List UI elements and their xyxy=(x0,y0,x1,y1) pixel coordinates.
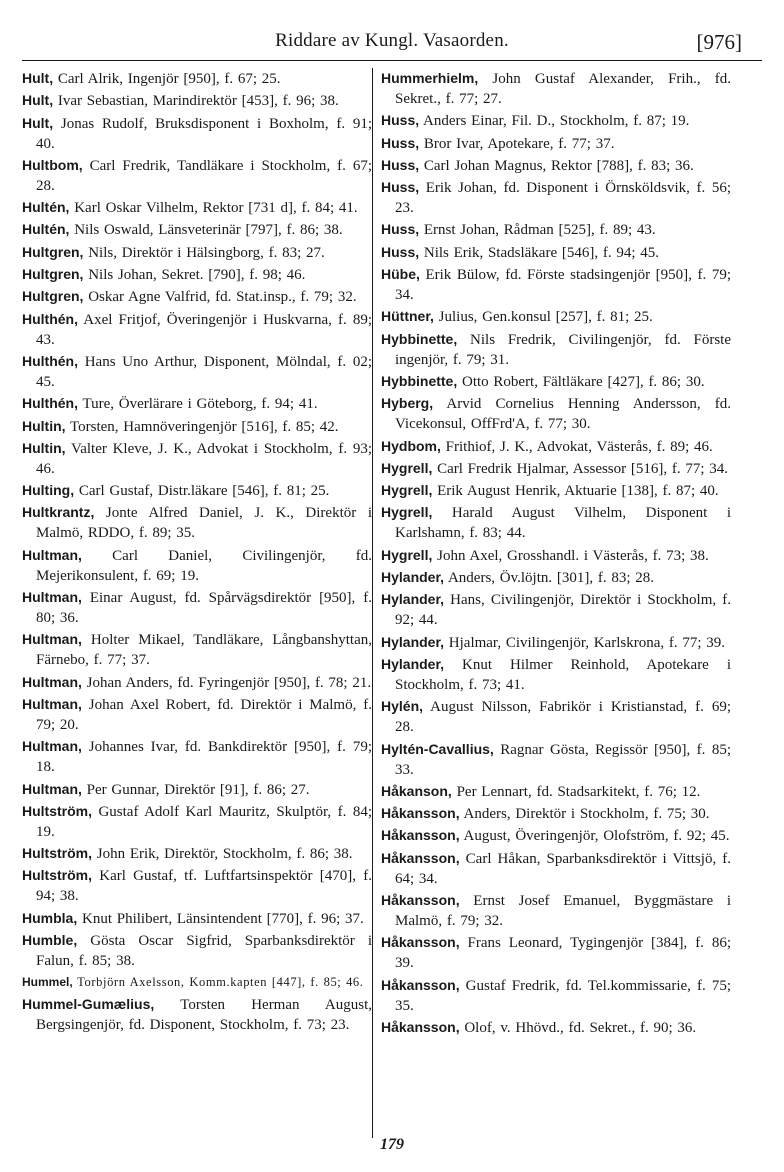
entry-surname: Humble, xyxy=(22,932,78,949)
entry-details: John Erik, Direktör, Stockholm, f. 86; 38. xyxy=(92,846,353,863)
entry-details: Johannes Ivar, fd. Bankdirektör [950], f. 79; 18. xyxy=(36,739,372,776)
entry-surname: Hultström, xyxy=(22,845,92,862)
entry-surname: Hultkrantz, xyxy=(22,504,95,521)
entry-details: Carl Fredrik Hjalmar, Assessor [516], f. 77; 34. xyxy=(432,460,729,477)
register-entry xyxy=(381,177,731,218)
register-entry xyxy=(22,90,372,111)
entry-surname: Hultman, xyxy=(22,673,82,690)
register-entry xyxy=(381,567,731,588)
register-entry xyxy=(22,545,372,586)
entry-details: Torsten Herman August, Bergsingenjör, fd. Disponent, Stockholm, f. 73; 23. xyxy=(36,996,372,1033)
entry-details: Carl Johan Magnus, Rektor [788], f. 83; 36. xyxy=(419,157,694,174)
entry-surname: Hylander, xyxy=(381,655,445,672)
register-entry xyxy=(381,393,731,434)
entry-details: Nils, Direktör i Hälsingborg, f. 83; 27. xyxy=(83,244,325,261)
register-entry xyxy=(22,672,372,693)
entry-surname: Hulthén, xyxy=(22,352,78,369)
register-entry xyxy=(381,329,731,370)
register-entry xyxy=(381,825,731,846)
entry-surname: Hydbom, xyxy=(381,437,441,454)
entry-details: Carl Daniel, Civilingenjör, fd. Mejerikonsulent, f. 69; 19. xyxy=(36,547,372,584)
entry-details: Ragnar Gösta, Regissör [950], f. 85; 33. xyxy=(395,741,731,778)
entry-surname: Hultman, xyxy=(22,631,82,648)
register-entry xyxy=(22,113,372,154)
register-entry xyxy=(22,242,372,263)
register-entry xyxy=(381,242,731,263)
entry-details: Gustaf Fredrik, fd. Tel.kommissarie, f. 75; 35. xyxy=(395,977,731,1014)
entry-surname: Hultin, xyxy=(22,417,66,434)
entry-surname: Håkansson, xyxy=(381,976,460,993)
entry-surname: Hult, xyxy=(22,70,54,86)
entry-details: Oskar Agne Valfrid, fd. Stat.insp., f. 79; 32. xyxy=(83,289,357,306)
entry-surname: Hübe, xyxy=(381,266,420,283)
entry-surname: Håkansson, xyxy=(381,1018,460,1035)
entry-details: Karl Oskar Vilhelm, Rektor [731 d], f. 84; 41. xyxy=(69,200,358,217)
entry-details: Erik August Henrik, Aktuarie [138], f. 87; 40. xyxy=(432,483,719,500)
register-entry xyxy=(381,781,731,802)
entry-surname: Hultman, xyxy=(22,695,82,712)
register-entry xyxy=(381,133,731,154)
entry-details: Carl Alrik, Ingenjör [950], f. 67; 25. xyxy=(53,71,281,87)
register-entry xyxy=(22,779,372,800)
entry-details: Olof, v. Hhövd., fd. Sekret., f. 90; 36. xyxy=(459,1019,697,1036)
register-entry xyxy=(22,801,372,842)
entry-surname: Hylander, xyxy=(381,569,445,586)
register-entry xyxy=(381,589,731,630)
entry-surname: Hultén, xyxy=(22,221,70,238)
entry-details: Valter Kleve, J. K., Advokat i Stockholm, f. 93; 46. xyxy=(36,440,372,477)
entry-surname: Hultman, xyxy=(22,738,82,755)
entry-surname: Huss, xyxy=(381,243,420,260)
register-entry xyxy=(22,351,372,392)
register-entry xyxy=(381,110,731,131)
entry-details: Bror Ivar, Apotekare, f. 77; 37. xyxy=(419,135,615,152)
entry-surname: Huss, xyxy=(381,221,420,238)
entry-surname: Hultgren, xyxy=(22,243,84,260)
entry-surname: Hybbinette, xyxy=(381,330,458,347)
entry-details: Holter Mikael, Tandläkare, Långbanshyttan, Färnebo, f. 77; 37. xyxy=(36,632,372,669)
register-entry xyxy=(22,393,372,414)
page-title: Riddare av Kungl. Vasaorden. xyxy=(275,30,509,51)
entry-surname: Håkansson, xyxy=(381,892,460,909)
entry-details: Hans Uno Arthur, Disponent, Mölndal, f. 02; 45. xyxy=(36,353,372,390)
entry-surname: Huss, xyxy=(381,156,420,173)
entry-details: Harald August Vilhelm, Disponent i Karlshamn, f. 83; 44. xyxy=(395,505,731,542)
entry-surname: Håkansson, xyxy=(381,805,460,822)
register-entry xyxy=(22,694,372,735)
entry-surname: Håkansson, xyxy=(381,849,460,866)
entry-details: Anders, Direktör i Stockholm, f. 75; 30. xyxy=(459,806,710,823)
register-entry xyxy=(381,371,731,392)
register-entry xyxy=(22,264,372,285)
entry-details: Erik Bülow, fd. Förste stadsingenjör [950], f. 79; 34. xyxy=(395,267,731,304)
entry-surname: Hylander, xyxy=(381,591,445,608)
entry-surname: Hylander, xyxy=(381,633,445,650)
entry-details: Frans Leonard, Tygingenjör [384], f. 86; 39. xyxy=(395,935,731,972)
entry-details: Nils Oswald, Länsveterinär [797], f. 86; 38. xyxy=(69,222,343,239)
register-entry xyxy=(381,890,731,931)
right-column xyxy=(381,68,731,1039)
entry-surname: Hultén, xyxy=(22,199,70,216)
entry-details: Julius, Gen.konsul [257], f. 81; 25. xyxy=(433,309,653,326)
entry-details: Axel Fritjof, Överingenjör i Huskvarna, f. 89; 43. xyxy=(36,311,372,348)
register-entry xyxy=(381,932,731,973)
entry-details: Ture, Överlärare i Göteborg, f. 94; 41. xyxy=(78,396,318,413)
entry-details: Gösta Oscar Sigfrid, Sparbanksdirektör i Falun, f. 85; 38. xyxy=(36,933,372,970)
entry-surname: Håkansson, xyxy=(381,827,460,844)
entry-details: Ivar Sebastian, Marindirektör [453], f. 96; 38. xyxy=(53,93,339,110)
entry-surname: Huss, xyxy=(381,134,420,151)
register-entry xyxy=(22,197,372,218)
register-entry xyxy=(381,1017,731,1038)
page-number-footer: 179 xyxy=(380,1136,404,1153)
entry-surname: Hultman, xyxy=(22,546,82,563)
register-entry xyxy=(381,848,731,889)
entry-surname: Hygrell, xyxy=(381,459,433,476)
entry-details: Anders Einar, Fil. D., Stockholm, f. 87; 19. xyxy=(419,113,690,130)
page-number-header: [976] xyxy=(696,30,742,54)
entry-surname: Hulting, xyxy=(22,482,75,499)
entry-surname: Hultin, xyxy=(22,439,66,456)
entry-surname: Hultström, xyxy=(22,867,92,884)
register-entry xyxy=(22,309,372,350)
entry-surname: Huss, xyxy=(381,112,420,129)
entry-surname: Humbla, xyxy=(22,909,78,926)
entry-surname: Hummel-Gumælius, xyxy=(22,995,155,1012)
entry-surname: Hummel, xyxy=(22,975,73,990)
entry-details: Nils Erik, Stadsläkare [546], f. 94; 45. xyxy=(419,244,659,261)
register-entry xyxy=(22,286,372,307)
entry-details: Torbjörn Axelsson, Komm.kapten [447], f. 85; 46. xyxy=(72,975,364,990)
register-entry xyxy=(22,502,372,543)
entry-details: Jonte Alfred Daniel, J. K., Direktör i Malmö, RDDO, f. 89; 35. xyxy=(36,505,372,542)
entry-surname: Hulthén, xyxy=(22,395,78,412)
column-divider xyxy=(372,68,373,1138)
entry-details: Karl Gustaf, tf. Luftfartsinspektör [470], f. 94; 38. xyxy=(36,868,372,905)
entry-surname: Hybbinette, xyxy=(381,372,458,389)
entry-details: Johan Axel Robert, fd. Direktör i Malmö, f. 79; 20. xyxy=(36,696,372,733)
entry-surname: Hüttner, xyxy=(381,308,434,325)
entry-details: Otto Robert, Fältläkare [427], f. 86; 30. xyxy=(457,373,705,390)
register-entry xyxy=(381,219,731,240)
entry-surname: Hultström, xyxy=(22,802,92,819)
entry-details: Nils Fredrik, Civilingenjör, fd. Förste ingenjör, f. 79; 31. xyxy=(395,331,731,368)
entry-details: Ernst Johan, Rådman [525], f. 89; 43. xyxy=(419,222,656,239)
entry-details: Arvid Cornelius Henning Andersson, fd. Vicekonsul, OffFrd'A, f. 77; 30. xyxy=(395,396,731,433)
entry-details: Ernst Josef Emanuel, Byggmästare i Malmö, f. 79; 32. xyxy=(395,893,731,930)
register-entry xyxy=(381,632,731,653)
register-entry xyxy=(22,908,372,929)
register-entry xyxy=(22,219,372,240)
entry-surname: Hultbom, xyxy=(22,156,83,173)
register-entry xyxy=(22,155,372,196)
register-entry xyxy=(381,696,731,737)
register-entry xyxy=(22,480,372,501)
entry-details: Carl Gustaf, Distr.läkare [546], f. 81; 25. xyxy=(74,483,330,500)
register-entry xyxy=(381,480,731,501)
entry-details: Carl Håkan, Sparbanksdirektör i Vittsjö, f. 64; 34. xyxy=(395,850,731,887)
entry-surname: Håkansson, xyxy=(381,934,460,951)
entry-surname: Hult, xyxy=(22,114,54,131)
entry-surname: Hultgren, xyxy=(22,288,84,305)
register-entry xyxy=(381,436,731,457)
entry-surname: Hygrell, xyxy=(381,482,433,499)
entry-details: Anders, Öv.löjtn. [301], f. 83; 28. xyxy=(444,570,655,587)
register-entry xyxy=(22,972,372,992)
register-entry xyxy=(381,458,731,479)
register-entry xyxy=(381,739,731,780)
entry-surname: Hult, xyxy=(22,92,54,109)
register-entry xyxy=(22,736,372,777)
entry-details: Hans, Civilingenjör, Direktör i Stockholm, f. 92; 44. xyxy=(395,592,731,629)
register-entry xyxy=(381,545,731,566)
register-entry xyxy=(22,629,372,670)
entry-surname: Hylén, xyxy=(381,698,424,715)
entry-details: John Axel, Grosshandl. i Västerås, f. 73; 38. xyxy=(432,547,709,564)
register-entry xyxy=(22,843,372,864)
entry-surname: Hummerhielm, xyxy=(381,70,479,86)
entry-surname: Hygrell, xyxy=(381,546,433,563)
register-entry xyxy=(22,416,372,437)
entry-details: August, Överingenjör, Olofström, f. 92; 45. xyxy=(459,828,730,845)
entry-surname: Håkanson, xyxy=(381,782,452,799)
register-entry xyxy=(22,438,372,479)
register-entry xyxy=(381,306,731,327)
register-entry xyxy=(22,865,372,906)
entry-details: Hjalmar, Civilingenjör, Karlskrona, f. 77; 39. xyxy=(444,634,726,651)
entry-details: Knut Philibert, Länsintendent [770], f. 96; 37. xyxy=(77,910,364,927)
entry-details: Gustaf Adolf Karl Mauritz, Skulptör, f. 84; 19. xyxy=(36,803,372,840)
entry-surname: Hulthén, xyxy=(22,310,78,327)
register-entry xyxy=(22,994,372,1035)
entry-surname: Hultgren, xyxy=(22,266,84,283)
entry-surname: Hultman, xyxy=(22,589,82,606)
entry-details: Johan Anders, fd. Fyringenjör [950], f. 78; 21. xyxy=(81,674,372,691)
entry-details: Knut Hilmer Reinhold, Apotekare i Stockholm, f. 73; 41. xyxy=(395,656,731,693)
register-entry xyxy=(381,975,731,1016)
register-entry xyxy=(381,264,731,305)
register-entry xyxy=(381,502,731,543)
entry-details: Per Gunnar, Direktör [91], f. 86; 27. xyxy=(81,781,310,798)
entry-details: Jonas Rudolf, Bruksdisponent i Boxholm, f. 91; 40. xyxy=(36,115,372,152)
register-entry xyxy=(381,68,731,109)
entry-details: John Gustaf Alexander, Frih., fd. Sekret., f. 77; 27. xyxy=(395,71,731,107)
register-entry xyxy=(381,155,731,176)
entry-details: Erik Johan, fd. Disponent i Örnsköldsvik, f. 56; 23. xyxy=(395,180,731,217)
entry-details: Per Lennart, fd. Stadsarkitekt, f. 76; 12. xyxy=(451,783,701,800)
entry-details: August Nilsson, Fabrikör i Kristianstad, f. 69; 28. xyxy=(395,699,731,736)
entry-surname: Hyberg, xyxy=(381,395,434,412)
entry-details: Frithiof, J. K., Advokat, Västerås, f. 89; 46. xyxy=(440,438,713,455)
register-entry xyxy=(22,68,372,89)
register-entry xyxy=(22,930,372,971)
entry-details: Nils Johan, Sekret. [790], f. 98; 46. xyxy=(83,267,306,284)
entry-details: Torsten, Hamnöveringenjör [516], f. 85; 42. xyxy=(65,418,339,435)
entry-details: Einar August, fd. Spårvägsdirektör [950], f. 80; 36. xyxy=(36,590,372,627)
entry-details: Carl Fredrik, Tandläkare i Stockholm, f. 67; 28. xyxy=(36,157,372,194)
entry-surname: Huss, xyxy=(381,179,420,196)
register-entry xyxy=(22,587,372,628)
left-column xyxy=(22,68,372,1036)
entry-surname: Hultman, xyxy=(22,780,82,797)
entry-surname: Hygrell, xyxy=(381,504,433,521)
register-entry xyxy=(381,803,731,824)
register-entry xyxy=(381,654,731,695)
header-rule xyxy=(22,60,762,61)
entry-surname: Hyltén-Cavallius, xyxy=(381,740,494,757)
